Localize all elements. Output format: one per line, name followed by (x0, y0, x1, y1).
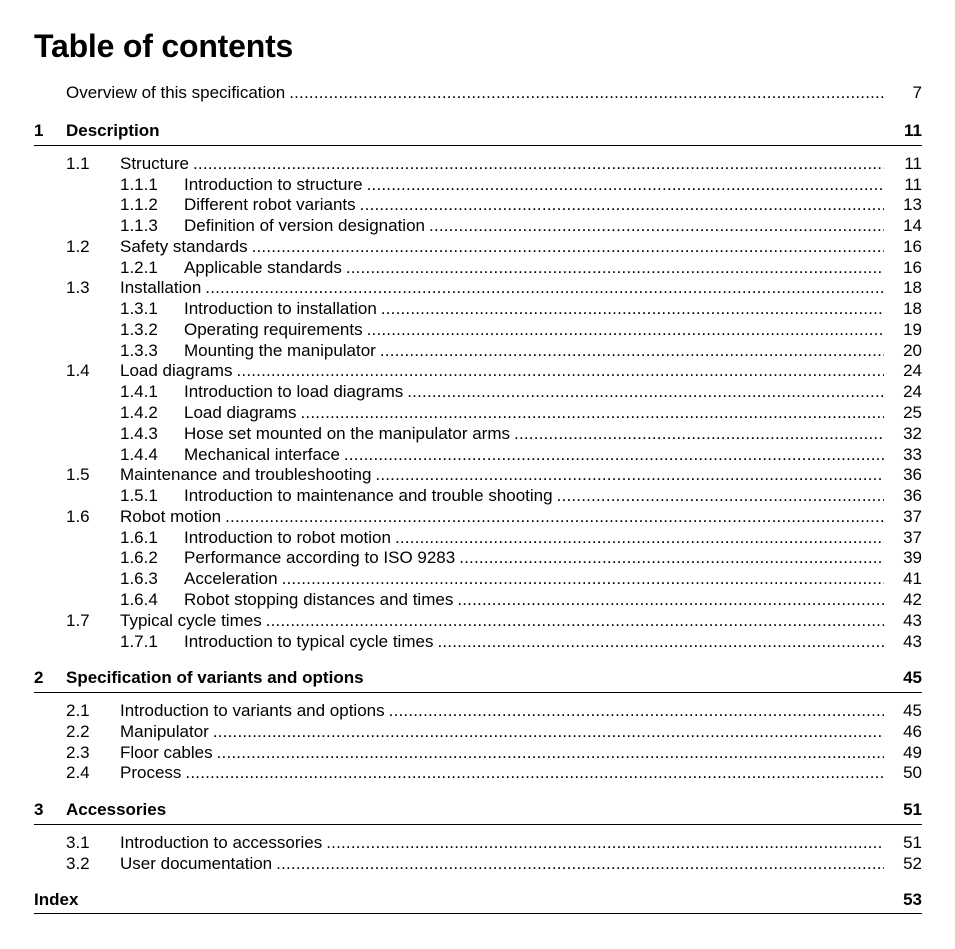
dot-leader (193, 154, 884, 174)
entry-number: 1.5 (66, 465, 90, 484)
entry-number: 1.4.4 (120, 445, 158, 464)
entry-number: 3.1 (66, 833, 90, 852)
toc-chapter-2[interactable] (0, 668, 955, 688)
entry-number: 1.6.1 (120, 528, 158, 547)
entry-page: 11 (904, 175, 922, 194)
entry-label: Performance according to ISO 9283 (184, 548, 456, 567)
entry-page: 39 (903, 548, 922, 567)
entry-page: 13 (903, 195, 922, 214)
entry-page: 43 (903, 632, 922, 651)
dot-leader (514, 424, 884, 444)
entry-label: Hose set mounted on the manipulator arms (184, 424, 511, 443)
dot-leader (300, 403, 884, 423)
entry-page: 16 (903, 237, 922, 256)
toc-entry[interactable] (0, 632, 955, 652)
dot-leader (326, 833, 884, 853)
dot-leader (213, 722, 884, 742)
entry-label: Applicable standards (184, 258, 342, 277)
entry-label: Process (120, 763, 182, 782)
entry-label: User documentation (120, 854, 273, 873)
entry-page: 18 (903, 299, 922, 318)
toc-entry[interactable] (0, 320, 955, 340)
chapter-rule (34, 692, 922, 693)
entry-label: Robot motion (120, 507, 222, 526)
entry-label: Mounting the manipulator (184, 341, 376, 360)
dot-leader (457, 590, 884, 610)
index-page: 53 (903, 890, 922, 909)
toc-entry[interactable] (0, 548, 955, 568)
toc-entry[interactable] (0, 701, 955, 721)
toc-entry[interactable] (0, 175, 955, 195)
entry-label: Different robot variants (184, 195, 356, 214)
entry-number: 1.3.2 (120, 320, 158, 339)
dot-leader (381, 299, 884, 319)
chapter-label: Accessories (66, 800, 167, 819)
entry-number: 1.6 (66, 507, 90, 526)
toc-entry[interactable] (0, 743, 955, 763)
toc-chapter-3[interactable] (0, 800, 955, 820)
toc-entry[interactable] (0, 833, 955, 853)
toc-entry[interactable] (0, 569, 955, 589)
entry-label: Introduction to structure (184, 175, 363, 194)
dot-leader (389, 701, 884, 721)
entry-page: 11 (904, 154, 922, 173)
entry-page: 45 (903, 701, 922, 720)
page-title: Table of contents (34, 28, 294, 64)
toc-entry[interactable] (0, 382, 955, 402)
dot-leader (395, 528, 884, 548)
index-label: Index (34, 890, 79, 909)
entry-number: 1.4.2 (120, 403, 158, 422)
toc-entry-overview[interactable] (0, 83, 955, 103)
entry-number: 1.2.1 (120, 258, 158, 277)
dot-leader (236, 361, 884, 381)
toc-entry[interactable] (0, 341, 955, 361)
toc-entry[interactable] (0, 854, 955, 874)
entry-page: 24 (903, 361, 922, 380)
entry-page: 36 (903, 465, 922, 484)
entry-page: 43 (903, 611, 922, 630)
entry-page: 46 (903, 722, 922, 741)
toc-entry[interactable] (0, 258, 955, 278)
entry-label: Maintenance and troubleshooting (120, 465, 372, 484)
dot-leader (360, 195, 884, 215)
entry-page: 7 (912, 83, 922, 102)
dot-leader (367, 175, 884, 195)
toc-entry[interactable] (0, 590, 955, 610)
entry-number: 1.7 (66, 611, 90, 630)
toc-entry[interactable] (0, 528, 955, 548)
entry-page: 18 (903, 278, 922, 297)
dot-leader (289, 83, 884, 103)
entry-number: 1.1.2 (120, 195, 158, 214)
entry-label: Introduction to installation (184, 299, 377, 318)
entry-number: 1.6.3 (120, 569, 158, 588)
chapter-label: Description (66, 121, 160, 140)
dot-leader (407, 382, 884, 402)
entry-label: Robot stopping distances and times (184, 590, 454, 609)
dot-leader (266, 611, 884, 631)
entry-page: 50 (903, 763, 922, 782)
entry-label: Introduction to maintenance and trouble shooting (184, 486, 553, 505)
entry-number: 1.3.1 (120, 299, 158, 318)
entry-label: Structure (120, 154, 189, 173)
toc-entry[interactable] (0, 299, 955, 319)
chapter-number: 1 (34, 121, 44, 140)
entry-page: 25 (903, 403, 922, 422)
entry-page: 49 (903, 743, 922, 762)
entry-page: 33 (903, 445, 922, 464)
chapter-rule (34, 824, 922, 825)
dot-leader (557, 486, 884, 506)
entry-number: 2.4 (66, 763, 90, 782)
entry-page: 14 (903, 216, 922, 235)
toc-entry[interactable] (0, 465, 955, 485)
toc-entry[interactable] (0, 722, 955, 742)
entry-page: 42 (903, 590, 922, 609)
dot-leader (346, 258, 884, 278)
dot-leader (375, 465, 884, 485)
entry-number: 2.3 (66, 743, 90, 762)
entry-number: 1.5.1 (120, 486, 158, 505)
toc-entry[interactable] (0, 237, 955, 257)
chapter-page: 11 (904, 121, 922, 140)
entry-page: 37 (903, 528, 922, 547)
toc-entry[interactable] (0, 216, 955, 236)
entry-number: 1.4.1 (120, 382, 158, 401)
entry-page: 36 (903, 486, 922, 505)
entry-number: 1.4 (66, 361, 90, 380)
dot-leader (205, 278, 884, 298)
entry-page: 24 (903, 382, 922, 401)
dot-leader (185, 763, 884, 783)
toc-entry[interactable] (0, 361, 955, 381)
toc-entry[interactable] (0, 195, 955, 215)
dot-leader (344, 445, 884, 465)
entry-number: 1.3.3 (120, 341, 158, 360)
toc-entry[interactable] (0, 486, 955, 506)
chapter-page: 51 (903, 800, 922, 819)
toc-entry[interactable] (0, 154, 955, 174)
entry-label: Introduction to typical cycle times (184, 632, 434, 651)
dot-leader (276, 854, 884, 874)
toc-entry[interactable] (0, 403, 955, 423)
entry-label: Operating requirements (184, 320, 363, 339)
entry-number: 1.2 (66, 237, 90, 256)
entry-number: 2.2 (66, 722, 90, 741)
toc-entry[interactable] (0, 507, 955, 527)
entry-label: Safety standards (120, 237, 248, 256)
chapter-label: Specification of variants and options (66, 668, 364, 687)
entry-label: Mechanical interface (184, 445, 340, 464)
entry-label: Installation (120, 278, 202, 297)
dot-leader (217, 743, 884, 763)
entry-page: 16 (903, 258, 922, 277)
toc-index[interactable] (0, 890, 955, 910)
entry-label: Manipulator (120, 722, 209, 741)
dot-leader (437, 632, 884, 652)
toc-chapter-1[interactable] (0, 121, 955, 141)
index-rule (34, 913, 922, 914)
entry-number: 2.1 (66, 701, 90, 720)
entry-page: 52 (903, 854, 922, 873)
entry-label: Floor cables (120, 743, 213, 762)
entry-number: 1.1 (66, 154, 90, 173)
entry-page: 20 (903, 341, 922, 360)
entry-page: 37 (903, 507, 922, 526)
dot-leader (225, 507, 884, 527)
entry-label: Introduction to accessories (120, 833, 323, 852)
entry-label: Acceleration (184, 569, 278, 588)
entry-label: Introduction to variants and options (120, 701, 385, 720)
entry-number: 1.1.1 (120, 175, 158, 194)
entry-label: Introduction to robot motion (184, 528, 391, 547)
entry-number: 3.2 (66, 854, 90, 873)
chapter-number: 3 (34, 800, 44, 819)
chapter-page: 45 (903, 668, 922, 687)
chapter-number: 2 (34, 668, 44, 687)
entry-number: 1.7.1 (120, 632, 158, 651)
entry-label: Load diagrams (120, 361, 233, 380)
entry-number: 1.1.3 (120, 216, 158, 235)
entry-number: 1.4.3 (120, 424, 158, 443)
dot-leader (367, 320, 884, 340)
toc-entry[interactable] (0, 611, 955, 631)
dot-leader (459, 548, 884, 568)
chapter-rule (34, 145, 922, 146)
dot-leader (282, 569, 884, 589)
dot-leader (252, 237, 884, 257)
entry-page: 32 (903, 424, 922, 443)
entry-label: Load diagrams (184, 403, 297, 422)
entry-page: 51 (903, 833, 922, 852)
toc-entry[interactable] (0, 278, 955, 298)
dot-leader (429, 216, 884, 236)
dot-leader (380, 341, 884, 361)
toc-entry[interactable] (0, 424, 955, 444)
entry-number: 1.6.2 (120, 548, 158, 567)
entry-page: 19 (903, 320, 922, 339)
entry-label: Introduction to load diagrams (184, 382, 404, 401)
entry-label: Definition of version designation (184, 216, 425, 235)
entry-label: Typical cycle times (120, 611, 262, 630)
entry-page: 41 (903, 569, 922, 588)
toc-entry[interactable] (0, 445, 955, 465)
toc-entry[interactable] (0, 763, 955, 783)
entry-label: Overview of this specification (66, 83, 286, 102)
entry-number: 1.3 (66, 278, 90, 297)
entry-number: 1.6.4 (120, 590, 158, 609)
